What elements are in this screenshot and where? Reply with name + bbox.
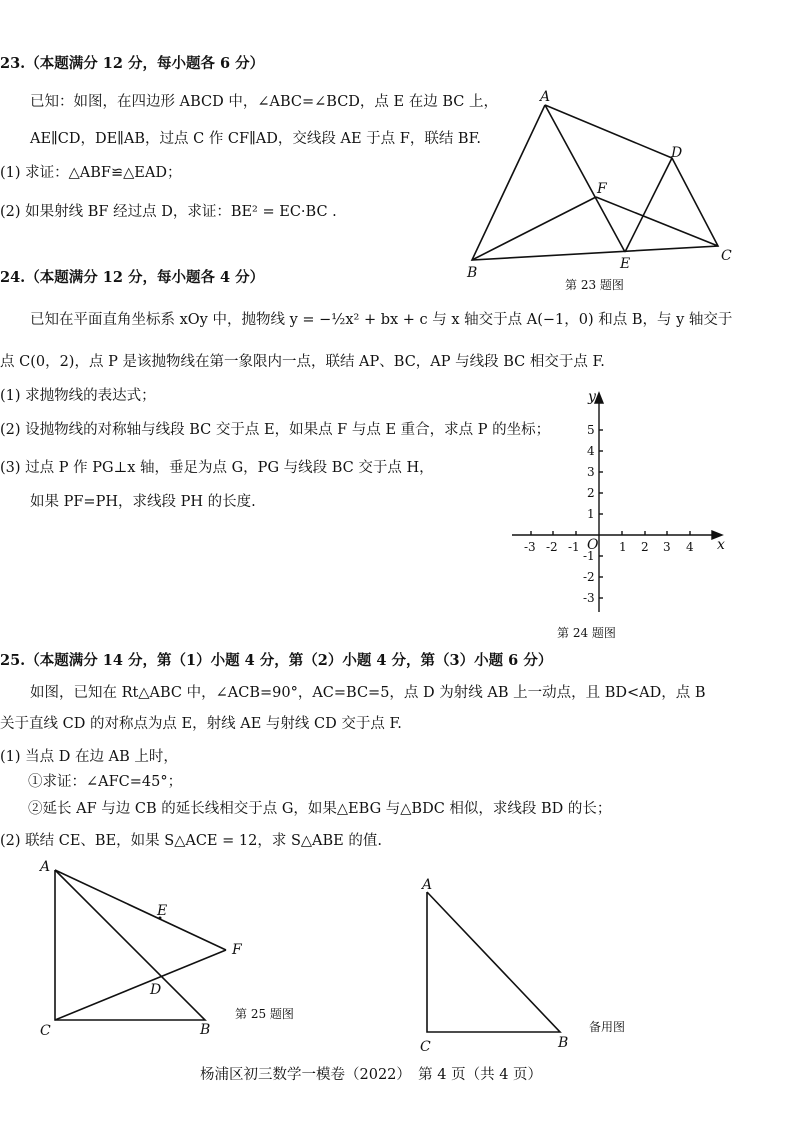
q24-part1: (1) 求抛物线的表达式； [0,388,156,404]
q25-spare-caption: 备用图 [589,1020,626,1034]
q24-line2: 点 C(0，2)，点 P 是该抛物线在第一象限内一点，联结 AP、BC，AP 与线段 BC 相交于点 F. [0,354,605,370]
q23-point-c: C [721,248,732,264]
q25-heading: 25.（本题满分 14 分，第（1）小题 4 分，第（2）小题 4 分，第（3）小题 6 分） [0,652,553,669]
q24-x-tick-label: -2 [546,540,558,554]
q25-part1b: ②延长 AF 与边 CB 的延长线相交于点 G，如果△EBG 与△BDC 相似，求线段 BD 的长； [28,801,612,817]
q24-y-tick-label: 1 [587,507,595,521]
q25-part1: (1) 当点 D 在边 AB 上时， [0,749,178,765]
q23-point-e: E [620,256,631,272]
q24-part2: (2) 设抛物线的对称轴与线段 BC 交于点 E，如果点 F 与点 E 重合，求点 P 的坐标； [0,422,551,438]
q24-x-tick-label: 3 [663,540,671,554]
q23-part1: (1) 求证：△ABF≌△EAD； [0,165,182,181]
q25-point-a: A [40,859,51,875]
q23-line1: 已知：如图，在四边形 ABCD 中，∠ABC=∠BCD，点 E 在边 BC 上， [30,94,498,110]
q24-part3b: 如果 PF=PH，求线段 PH 的长度. [30,494,256,510]
q24-y-tick-label: 5 [587,423,595,437]
q25-point-c: C [40,1023,51,1039]
q23-point-f: F [597,181,607,197]
q23-caption: 第 23 题图 [565,278,624,292]
q24-axis-x-label: x [717,537,725,553]
q25-spare-point-c: C [420,1039,431,1055]
q24-x-tick-label: 2 [641,540,649,554]
q25-spare-point-b: B [558,1035,569,1051]
q25-point-e: E [157,903,168,919]
page-footer: 杨浦区初三数学一模卷（2022） 第 4 页（共 4 页） [200,1067,543,1083]
q24-x-tick-label: -1 [568,540,580,554]
q24-y-tick-label: 2 [587,486,595,500]
q24-heading: 24.（本题满分 12 分，每小题各 4 分） [0,269,265,286]
q24-origin-label: O [587,537,599,553]
q23-point-d: D [671,145,683,161]
q24-y-tick-label: -1 [583,549,595,563]
q25-line1: 如图，已知在 Rt△ABC 中，∠ACB=90°，AC=BC=5，点 D 为射线 AB 上一动点，且 BD<AD，点 B [30,685,706,701]
q24-x-tick-label: 1 [619,540,627,554]
q25-point-f: F [232,942,242,958]
q23-point-b: B [467,265,478,281]
q23-heading: 23.（本题满分 12 分，每小题各 6 分） [0,55,265,72]
q25-part2: (2) 联结 CE、BE，如果 S△ACE = 12，求 S△ABE 的值. [0,833,382,849]
q23-part2: (2) 如果射线 BF 经过点 D，求证：BE² = EC·BC . [0,204,337,220]
q23-point-a: A [540,89,551,105]
q24-x-tick-label: 4 [686,540,694,554]
q24-x-tick-label: -3 [524,540,536,554]
q23-line2: AE∥CD，DE∥AB，过点 C 作 CF∥AD，交线段 AE 于点 F，联结 BF. [30,131,481,147]
q24-part3: (3) 过点 P 作 PG⊥x 轴，垂足为点 G，PG 与线段 BC 交于点 H， [0,460,434,476]
q24-y-tick-label: 4 [587,444,595,458]
q25-point-d: D [150,982,162,998]
q25-point-b: B [200,1022,211,1038]
q24-y-tick-label: -2 [583,570,595,584]
q24-line1: 已知在平面直角坐标系 xOy 中，抛物线 y = −½x² + bx + c 与 x 轴交于点 A(−1，0) 和点 B，与 y 轴交于 [30,312,733,328]
q25-part1a: ①求证：∠AFC=45°； [28,774,183,790]
q25-spare-point-a: A [422,877,433,893]
q25-caption: 第 25 题图 [235,1007,294,1021]
q24-y-tick-label: -3 [583,591,595,605]
q24-y-tick-label: 3 [587,465,595,479]
q24-axis-y-label: y [588,389,596,405]
q25-line2: 关于直线 CD 的对称点为点 E，射线 AE 与射线 CD 交于点 F. [0,716,402,732]
q24-caption: 第 24 题图 [557,626,616,640]
